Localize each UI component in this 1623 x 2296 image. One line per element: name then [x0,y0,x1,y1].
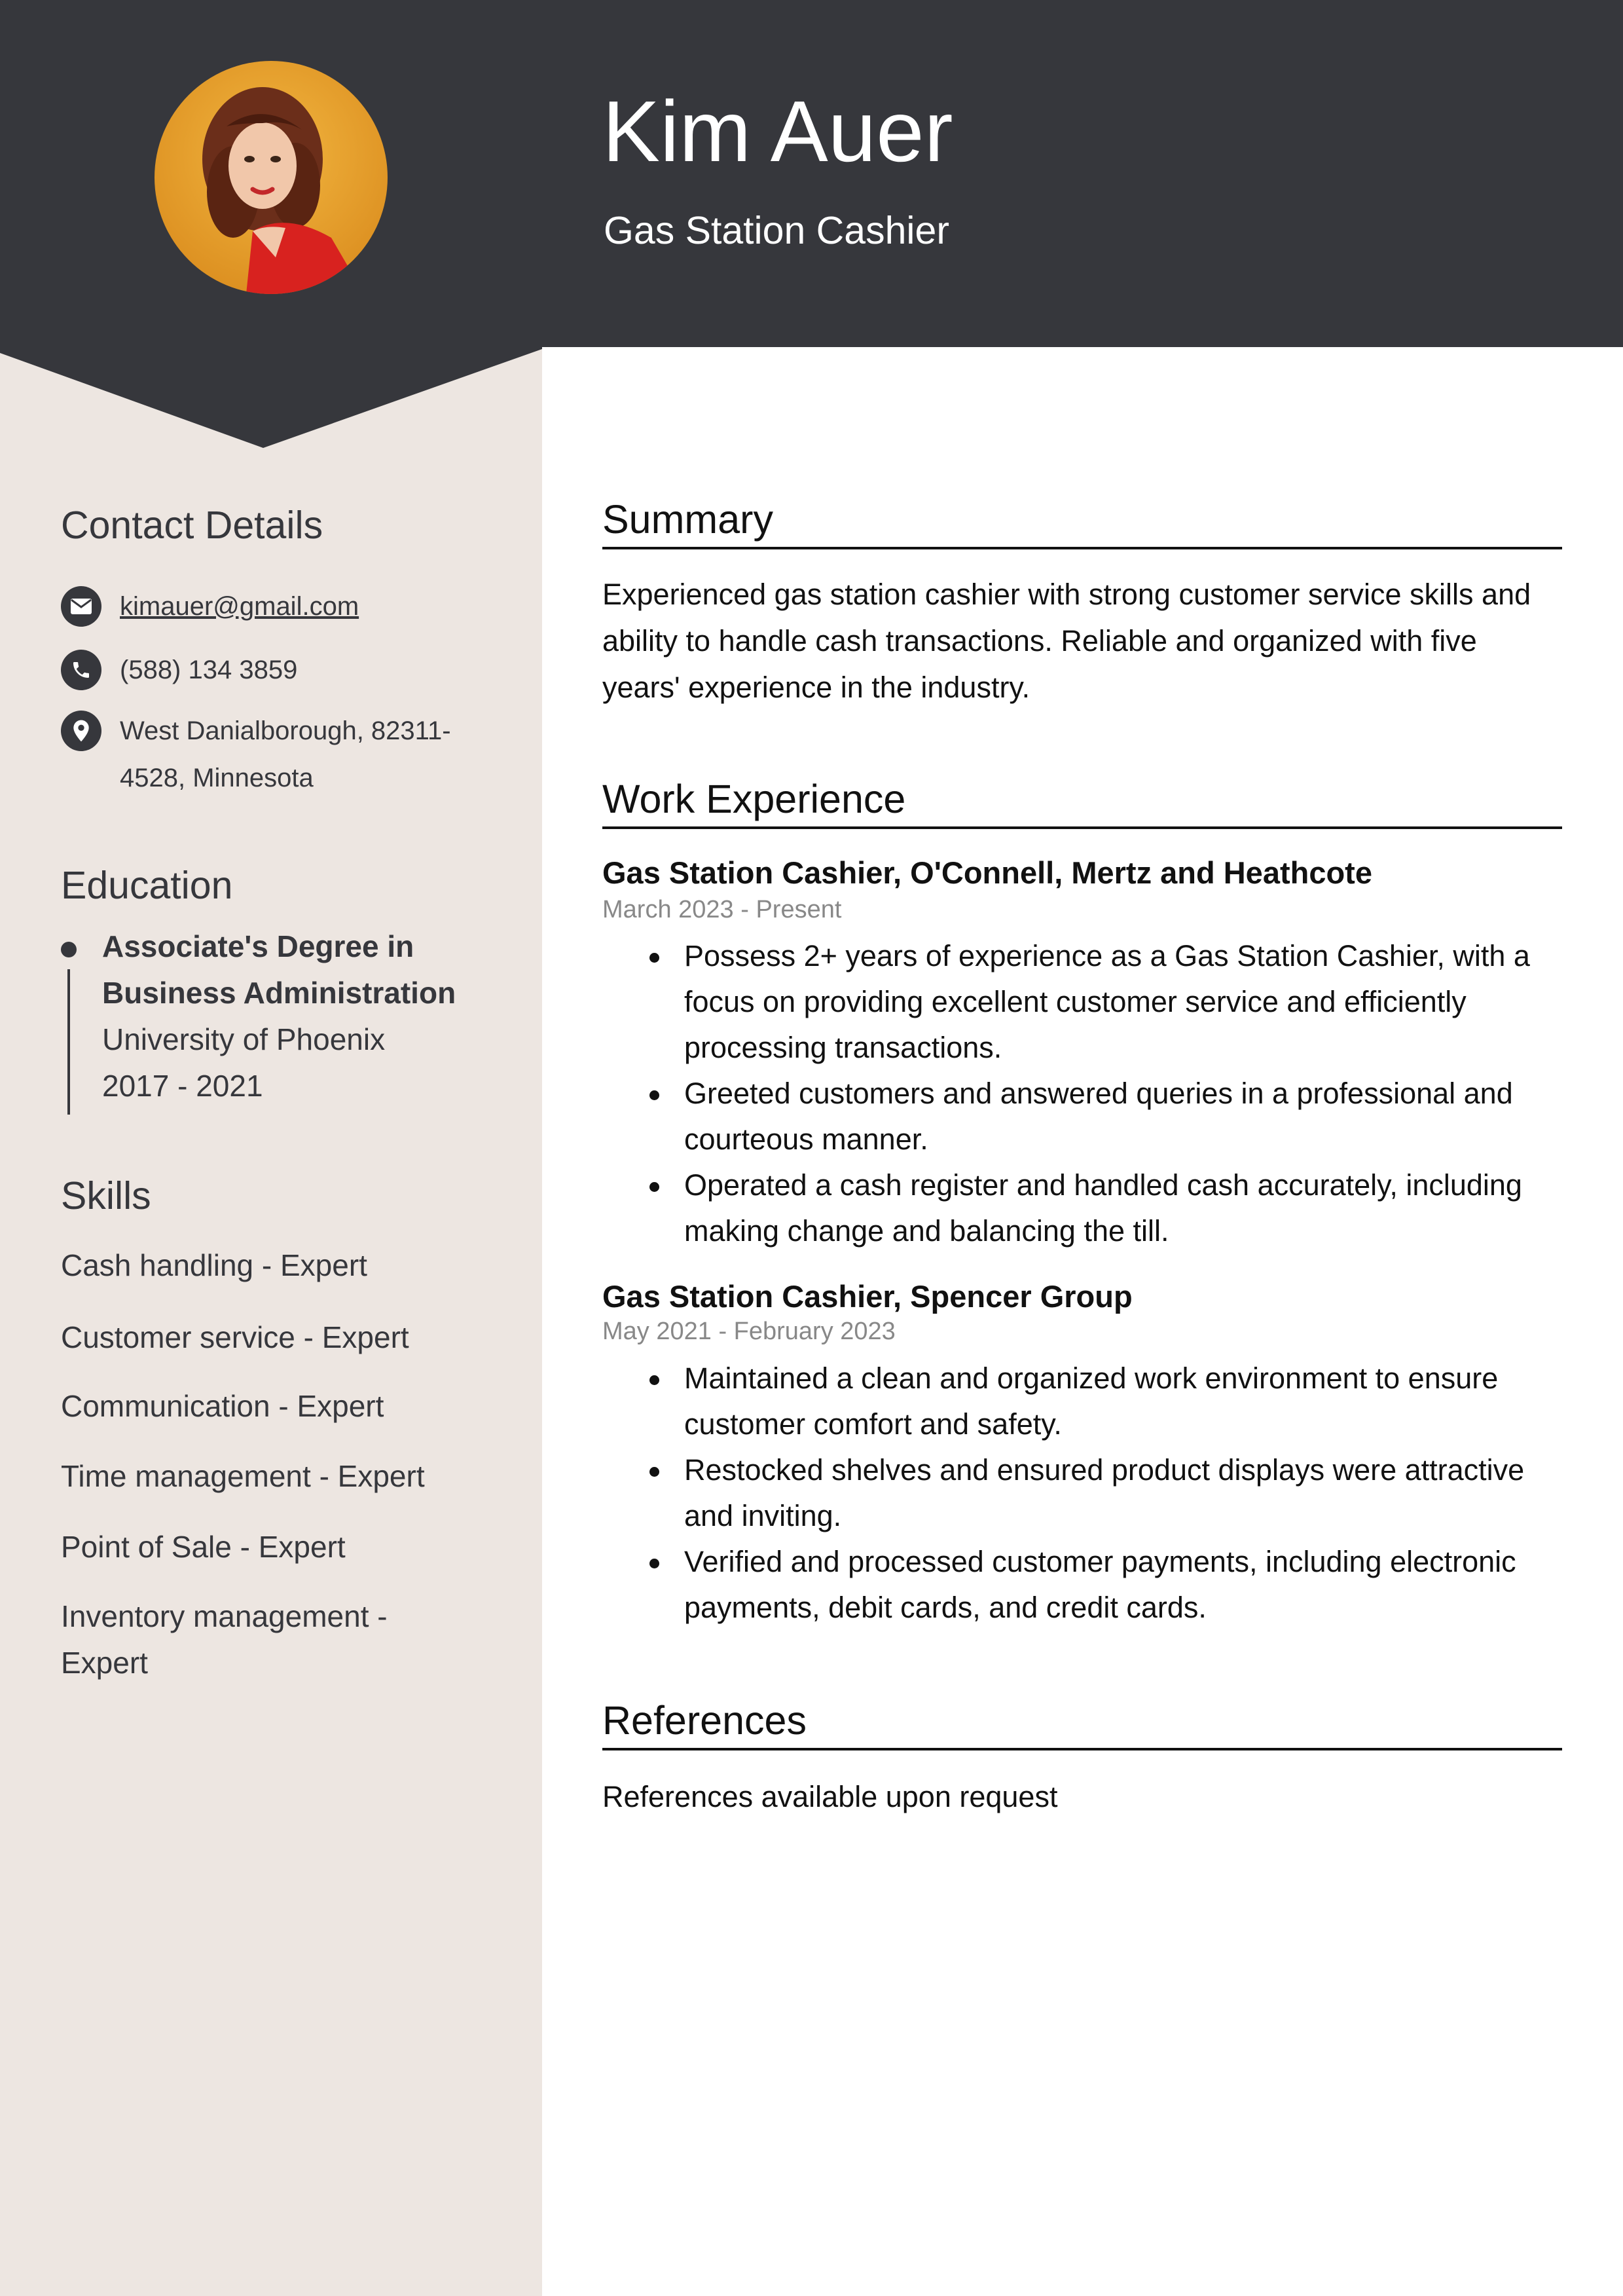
profile-photo [155,61,388,294]
summary-line: Experienced gas station cashier with strong customer service skills and [602,578,1531,611]
bullet-item: Greeted customers and answered queries in a professional and courteous manner. [684,1071,1568,1162]
contact-email[interactable] [61,586,359,630]
address-line-2: 4528, Minnesota [120,764,314,792]
candidate-name: Kim Auer [602,83,953,179]
bullet-item: Operated a cash register and handled cash accurately, including making change and balancing the till. [684,1162,1568,1254]
references-heading: References [602,1699,1562,1750]
summary-line: years' experience in the industry. [602,671,1030,704]
location-pin-icon [61,711,101,751]
skill-item: Point of Sale - Expert [61,1530,346,1564]
job-dates: May 2021 - February 2023 [602,1318,896,1345]
contact-heading: Contact Details [61,504,323,547]
summary-heading: Summary [602,498,1562,549]
phone-icon [61,650,101,690]
job-dates: March 2023 - Present [602,896,842,923]
job-bullets [684,1356,1568,1631]
header-chevron [0,346,542,448]
address-line-1: West Danialborough, 82311- [120,716,451,745]
bullet-item: Verified and processed customer payments, including electronic payments, debit cards, and credit cards. [684,1539,1568,1631]
skill-item: Customer service - Expert [61,1320,409,1354]
contact-phone [61,650,297,694]
summary-text [602,571,1562,711]
address [120,707,451,802]
degree-line-1: Associate's Degree in [102,929,414,963]
skill-item: Expert [61,1646,148,1680]
skill-item: Inventory management - [61,1599,388,1633]
education-heading: Education [61,864,233,907]
education-years: 2017 - 2021 [102,1069,263,1103]
job-title: Gas Station Cashier, Spencer Group [602,1279,1133,1314]
candidate-job-title: Gas Station Cashier [604,209,949,252]
phone-number: (588) 134 3859 [120,656,298,684]
skill-item: Cash handling - Expert [61,1248,367,1282]
references-text: References available upon request [602,1780,1058,1813]
job-bullets [684,933,1568,1254]
skills-heading: Skills [61,1174,151,1217]
work-experience-heading: Work Experience [602,777,1562,829]
skill-item: Communication - Expert [61,1389,384,1423]
bullet-item: Maintained a clean and organized work environment to ensure customer comfort and safety. [684,1356,1568,1447]
timeline-line [67,969,70,1115]
summary-line: ability to handle cash transactions. Reliable and organized with five [602,624,1477,657]
school-name: University of Phoenix [102,1022,386,1056]
contact-address [61,711,451,802]
degree-line-2: Business Administration [102,976,456,1010]
envelope-icon [61,586,101,627]
bullet-item: Possess 2+ years of experience as a Gas Station Cashier, with a focus on providing excellent customer service and efficiently processing transactions. [684,933,1568,1071]
timeline-dot [61,942,77,957]
skill-item: Time management - Expert [61,1459,425,1493]
job-title: Gas Station Cashier, O'Connell, Mertz and Heathcote [602,855,1372,890]
email-link[interactable]: kimauer@gmail.com [120,592,359,621]
bullet-item: Restocked shelves and ensured product displays were attractive and inviting. [684,1447,1568,1539]
